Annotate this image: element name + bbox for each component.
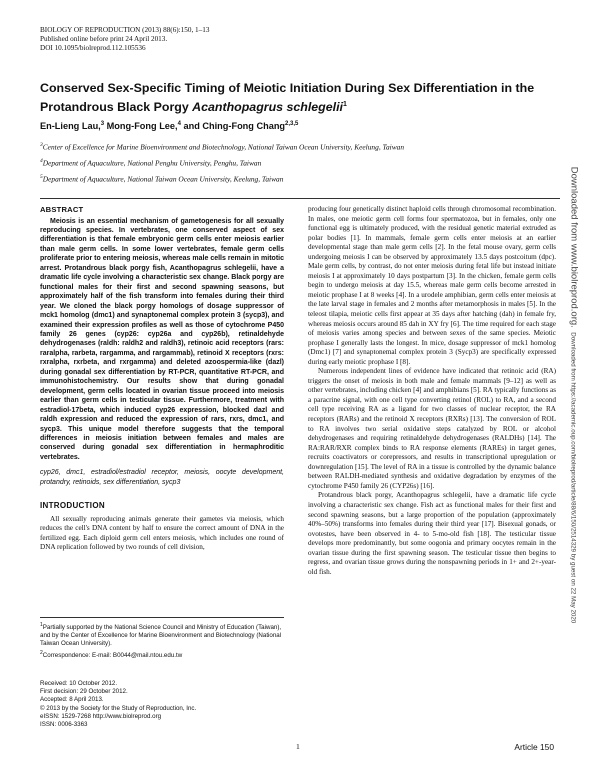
author-2: Mong-Fong Lee, (104, 121, 178, 132)
article-number: Article 150 (514, 742, 554, 752)
title-species: Acanthopagrus schlegelii (192, 99, 343, 114)
copyright-line: © 2013 by the Society for the Study of Reproduction, Inc. (40, 704, 197, 712)
introduction-paragraph: All sexually reproducing animals generate their gametes via meiosis, which reduces the cell's DNA content by half to ensure the correct amount of DNA in the fertilized egg. Each diploid germ cell enters meiosis, which includes one round of DNA replication followed by two rounds of cell division, (40, 514, 284, 552)
affiliation-mark: 5 (40, 174, 43, 181)
accepted-date: Accepted: 8 April 2013. (40, 696, 104, 704)
affiliation-3 (40, 140, 560, 153)
keywords: cyp26, dmc1, estradiol/estradiol receptor, meiosis, oocyte development, protandry, retinoids, sex differentiation, sycp3 (40, 469, 284, 486)
article-title (40, 81, 555, 115)
correspondence-footnote (40, 649, 284, 660)
author-2-affil: 4 (177, 121, 181, 127)
left-column (40, 205, 284, 553)
right-paragraph-3: Protandrous black porgy, Acanthopagrus schlegelii, have a dramatic life cycle involving a characteristic sex change. Fish act as functional males for their first and second spawning seasons, but a large proportion of the population (approximately 40%–50%) transforms into females during their third year [17]. Bisexual gonads, or ovotestes, have been observed in 4- to 5-mo-old fish [18]. The testicular tissue develops more predominantly, but some oogonia and primary oocytes remain in the ovarian tissue during the first spawning season. The testicular tissue then begins to regress, and ovarian tissue grows during the nonspawning periods in 1+ and 2+-year-old fish. (308, 491, 556, 576)
title-main: Conserved Sex-Specific Timing of Meiotic Initiation During Sex Differentiation in the Protandrous Black Porgy (40, 81, 535, 114)
footnote-divider (40, 617, 284, 618)
header-divider (40, 198, 560, 199)
footnotes (40, 621, 284, 660)
affiliation-text: Department of Aquaculture, National Taiwan Ocean University, Keelung, Taiwan (42, 174, 284, 184)
received-date: Received: 10 October 2012. (40, 680, 118, 687)
page-number: 1 (296, 742, 300, 751)
affiliation-mark: 4 (40, 158, 43, 165)
journal-citation: BIOLOGY OF REPRODUCTION (2013) 88(6):150, 1–13 (40, 26, 210, 34)
author-list (40, 121, 298, 131)
published-online-line: Published online before print 24 April 2013. (40, 35, 168, 43)
introduction-heading: INTRODUCTION (40, 501, 105, 511)
doi-line: DOI 10.1095/biolreprod.112.105536 (40, 44, 146, 52)
download-stamp-detail: Downloaded from https://academic.oup.com/biolreprod/article/88/6/150/2514329 by guest on 22 May 2020 (569, 332, 577, 624)
abstract-heading: ABSTRACT (40, 205, 84, 214)
journal-header (40, 26, 209, 53)
eissn-line: eISSN: 1529-7268 http://www.biolreprod.org (40, 712, 162, 720)
correspondence-mark: 2 (40, 649, 43, 656)
affiliation-5 (40, 172, 560, 185)
first-decision-date: First decision: 29 October 2012. (40, 688, 128, 696)
download-stamp (568, 160, 582, 630)
abstract-body (40, 217, 284, 463)
correspondence-text: Correspondence: E-mail: B0044@mail.ntou.edu.tw (42, 651, 183, 659)
title-footnote-mark: 1 (342, 100, 347, 108)
funding-mark: 1 (40, 622, 43, 628)
author-1-affil: 3 (100, 121, 105, 127)
funding-text: Partially supported by the National Science Council and Ministry of Education (Taiwan), and by the Center of Excellence for Marine Bioenvironment and Biotechnology (National Taiwan Ocean University). (40, 624, 282, 648)
right-column (308, 205, 556, 577)
affiliation-text: Department of Aquaculture, National Penghu University, Penghu, Taiwan (42, 158, 262, 168)
issn-line: ISSN: 0006-3363 (40, 721, 88, 729)
affiliation-text: Center of Excellence for Marine Bioenvironment and Biotechnology, National Taiwan Ocean University, Keelung, Taiwan (42, 142, 405, 152)
author-3-affil: 2,3,5 (285, 121, 299, 127)
right-paragraph-1: producing four genetically distinct haploid cells through chromosomal recombination. In males, one meiotic germ cell forms four spermatozoa, but in females, only one functional egg is ultimately produced, with the residual genetic material extruded as polar bodies [1]. In mammals, female germ cells enter meiosis at an earlier developmental stage than male germ cells [2]. In the fetal mouse ovary, germ cells undergoing meiosis I can be observed by approximately 13.5 days postcoitum (dpc). Male germ cells, by contrast, do not enter meiosis during fetal life but instead initiate meiosis I at approximately 10 days postpartum [3]. In the chicken, female germ cells begin to undergo meiosis at day 15.5, whereas male germ cells become arrested in meiotic prophase I at 8 weeks [4]. In a urodele amphibian, germ cells enter meiosis at the late larval stage in females and 2 months after metamorphosis in males [5]. In the teleost tilapia, meiotic cells first appear at 35 days after hatching (dah) in female fry, whereas meiosis occurs around 85 dah in XY fry [6]. The time required for each stage of meiosis varies among species and between sexes of the same species. Meiotic prophase I generally lasts the longest. In mice, dosage suppressor of mck1 homolog (Dmc1) [7] and synaptonemal complex protein 3 (Sycp3) are specifically expressed during early meiotic prophase I [8]. (308, 205, 556, 366)
author-1: En-Lieng Lau, (40, 121, 101, 132)
download-stamp-main: Downloaded from www.biolreprod.org. (568, 166, 580, 328)
funding-footnote (40, 621, 284, 649)
right-paragraph-2: Numerous independent lines of evidence have indicated that retinoic acid (RA) triggers the onset of meiosis in both male and female mammals [9–12] as well as other vertebrates, including chicken [4] and amphibians [5]. RA typically functions as a paracrine signal, with one cell type converting retinol (ROL) to RA, and a second cell type receiving RA as a ligand for two classes of nuclear receptor, the RA receptors (RARs) and the retinoid X receptors (RXRs) [13]. The conversion of ROL to RA involves two serial oxidative steps catalyzed by ROL or alcohol dehydrogenases and requiring retinaldehyde dehydrogenases (RALDHs) [14]. The RA:RAR/RXR complex binds to RA response elements (RAREs) in target genes, recruits coactivators or corepressors, and results in transcriptional upregulation or downregulation [15]. The level of RA in a tissue is controlled by the dynamic balance between RALDH-mediated synthesis and oxidative degradation by enzymes of the cytochrome P450 family 26 (CYP26s) [16]. (308, 367, 556, 490)
affiliations (40, 140, 560, 188)
abstract-text: Meiosis is an essential mechanism of gametogenesis for all sexually reproducing species. In vertebrates, one conserved aspect of sex differentiation is that female embryonic germ cells enter meiosis earlier than male germ cells. In some lower vertebrates, female germ cells proliferate prior to entering meiosis, whereas male cells remain in mitotic arrest. Protandrous black porgy fish, Acanthopagrus schlegelii, have a dramatic life cycle involving a characteristic sex change. Black porgy are functional males for their first and second spawning seasons, but approximately half of the fish transform into females during their third year. We cloned the black porgy homologs of dosage suppressor of mck1 homolog (dmc1) and synaptonemal complex protein 3 (sycp3), and examined their expression profiles as well as those of cytochrome P450 family 26 genes (cyp26: cyp26a and cyp26b), retinaldehyde dehydrogenases (raldh: raldh2 and raldh3), retinoic acid receptors (rars: raralpha, rarbeta, rargamma, and rargammab), retinoid X receptors (rxrs: rxralpha, rxrbeta, and rxrgamma) and deleted azoospermia-like (dazl) during gonadal sex differentiation by RT-PCR, quantitative RT-PCR, and immunohistochemistry. Our results show that during gonadal development, germ cells located in ovarian tissue proceed into meiosis earlier than germ cells in testicular tissue. Furthermore, treatment with estradiol-17beta, which induced cyp26 expression, blocked dazl and raldh expression and reduced the expression of rars, rxrs, dmc1, and sycp3. This unique model therefore suggests that the temporal differences in meiosis initiation between females and males are conserved during gonadal sex differentiation in hermaphroditic vertebrates. (40, 217, 284, 461)
author-3: and Ching-Fong Chang (180, 121, 286, 132)
affiliation-mark: 3 (40, 142, 43, 148)
article-dates (40, 680, 284, 729)
affiliation-4 (40, 156, 560, 169)
